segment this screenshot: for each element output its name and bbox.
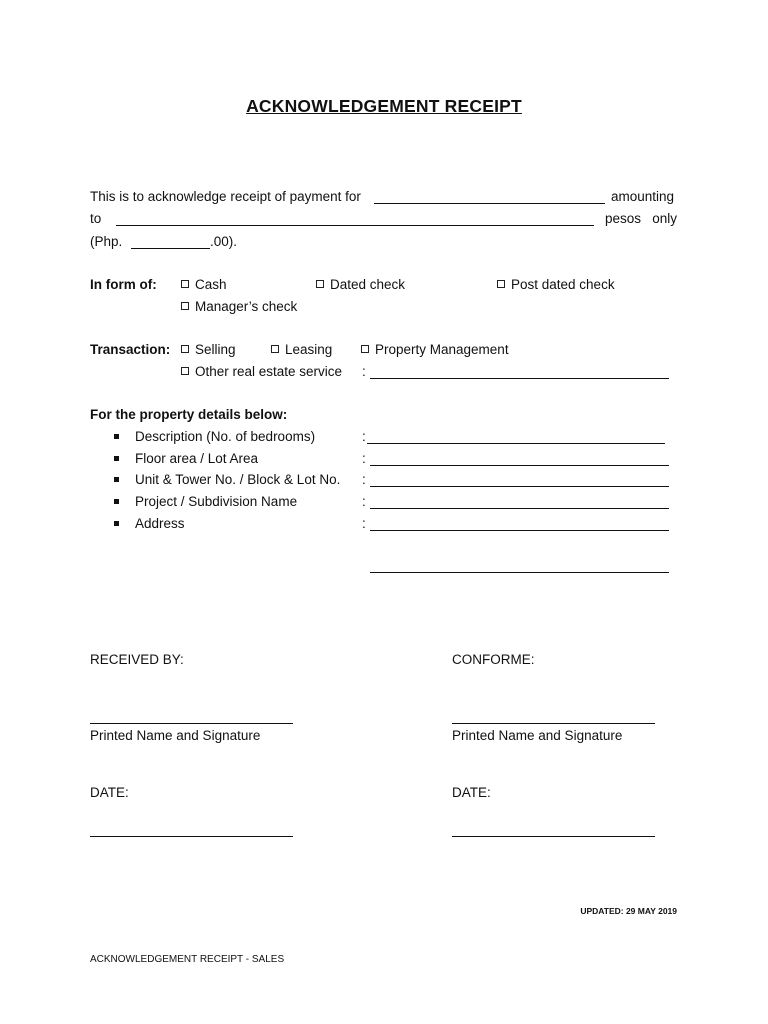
property-colon: : (362, 451, 366, 466)
floor-area-blank[interactable] (370, 465, 669, 466)
bullet-icon (114, 456, 119, 461)
bullet-icon (114, 499, 119, 504)
property-heading: For the property details below: (90, 407, 288, 422)
property-colon: : (362, 472, 366, 487)
checkbox-icon (316, 280, 324, 288)
conforme-date-line[interactable] (452, 836, 655, 837)
option-post-dated-check[interactable]: Post dated check (497, 278, 615, 292)
form-of-label: In form of: (90, 277, 157, 292)
option-cash[interactable]: Cash (181, 278, 227, 292)
option-managers-check[interactable]: Manager’s check (181, 300, 297, 314)
intro-line3-prefix: (Php. (90, 234, 123, 249)
intro-line2-prefix: to (90, 211, 102, 226)
intro-line2-suffix: pesos only (605, 211, 678, 226)
address-blank-line2[interactable] (370, 572, 669, 573)
option-other-real-estate[interactable]: Other real estate service (181, 365, 342, 379)
received-by-label: RECEIVED BY: (90, 652, 184, 667)
intro-line3-suffix: .00). (210, 234, 238, 249)
project-blank[interactable] (370, 508, 669, 509)
option-property-management[interactable]: Property Management (361, 343, 509, 357)
checkbox-icon (271, 345, 279, 353)
property-item-floor-area: Floor area / Lot Area (135, 451, 259, 466)
received-by-signature-line[interactable] (90, 723, 293, 724)
checkbox-icon (181, 345, 189, 353)
unit-tower-blank[interactable] (370, 486, 669, 487)
bullet-icon (114, 477, 119, 482)
property-item-description: Description (No. of bedrooms) (135, 429, 316, 444)
intro-line1-text: This is to acknowledge receipt of payment for (90, 189, 361, 204)
checkbox-icon (361, 345, 369, 353)
address-blank[interactable] (370, 530, 669, 531)
property-item-address: Address (135, 516, 185, 531)
property-colon: : (362, 429, 366, 444)
other-service-colon: : (362, 364, 366, 379)
document-title: ACKNOWLEDGEMENT RECEIPT (246, 96, 522, 116)
bullet-icon (114, 521, 119, 526)
other-service-blank[interactable] (370, 378, 669, 379)
conforme-signature-line[interactable] (452, 723, 655, 724)
option-selling[interactable]: Selling (181, 343, 236, 357)
checkbox-icon (181, 367, 189, 375)
description-blank[interactable] (367, 443, 665, 444)
transaction-label: Transaction: (90, 342, 171, 357)
option-leasing[interactable]: Leasing (271, 343, 332, 357)
amount-words-blank[interactable] (116, 225, 594, 226)
page-footer: ACKNOWLEDGEMENT RECEIPT - SALES (90, 954, 285, 965)
option-dated-check[interactable]: Dated check (316, 278, 405, 292)
checkbox-icon (181, 302, 189, 310)
intro-line1-suffix: amounting (611, 189, 675, 204)
property-item-project: Project / Subdivision Name (135, 494, 298, 509)
checkbox-icon (497, 280, 505, 288)
conforme-label: CONFORME: (452, 652, 535, 667)
updated-note: UPDATED: 29 MAY 2019 (580, 906, 677, 916)
received-by-sig-label: Printed Name and Signature (90, 728, 261, 743)
conforme-date-label: DATE: (452, 785, 491, 800)
payment-for-blank[interactable] (374, 203, 605, 204)
amount-php-blank[interactable] (131, 248, 210, 249)
received-by-date-label: DATE: (90, 785, 129, 800)
property-colon: : (362, 494, 366, 509)
received-by-date-line[interactable] (90, 836, 293, 837)
checkbox-icon (181, 280, 189, 288)
bullet-icon (114, 434, 119, 439)
property-item-unit-tower: Unit & Tower No. / Block & Lot No. (135, 472, 341, 487)
conforme-sig-label: Printed Name and Signature (452, 728, 623, 743)
property-colon: : (362, 516, 366, 531)
